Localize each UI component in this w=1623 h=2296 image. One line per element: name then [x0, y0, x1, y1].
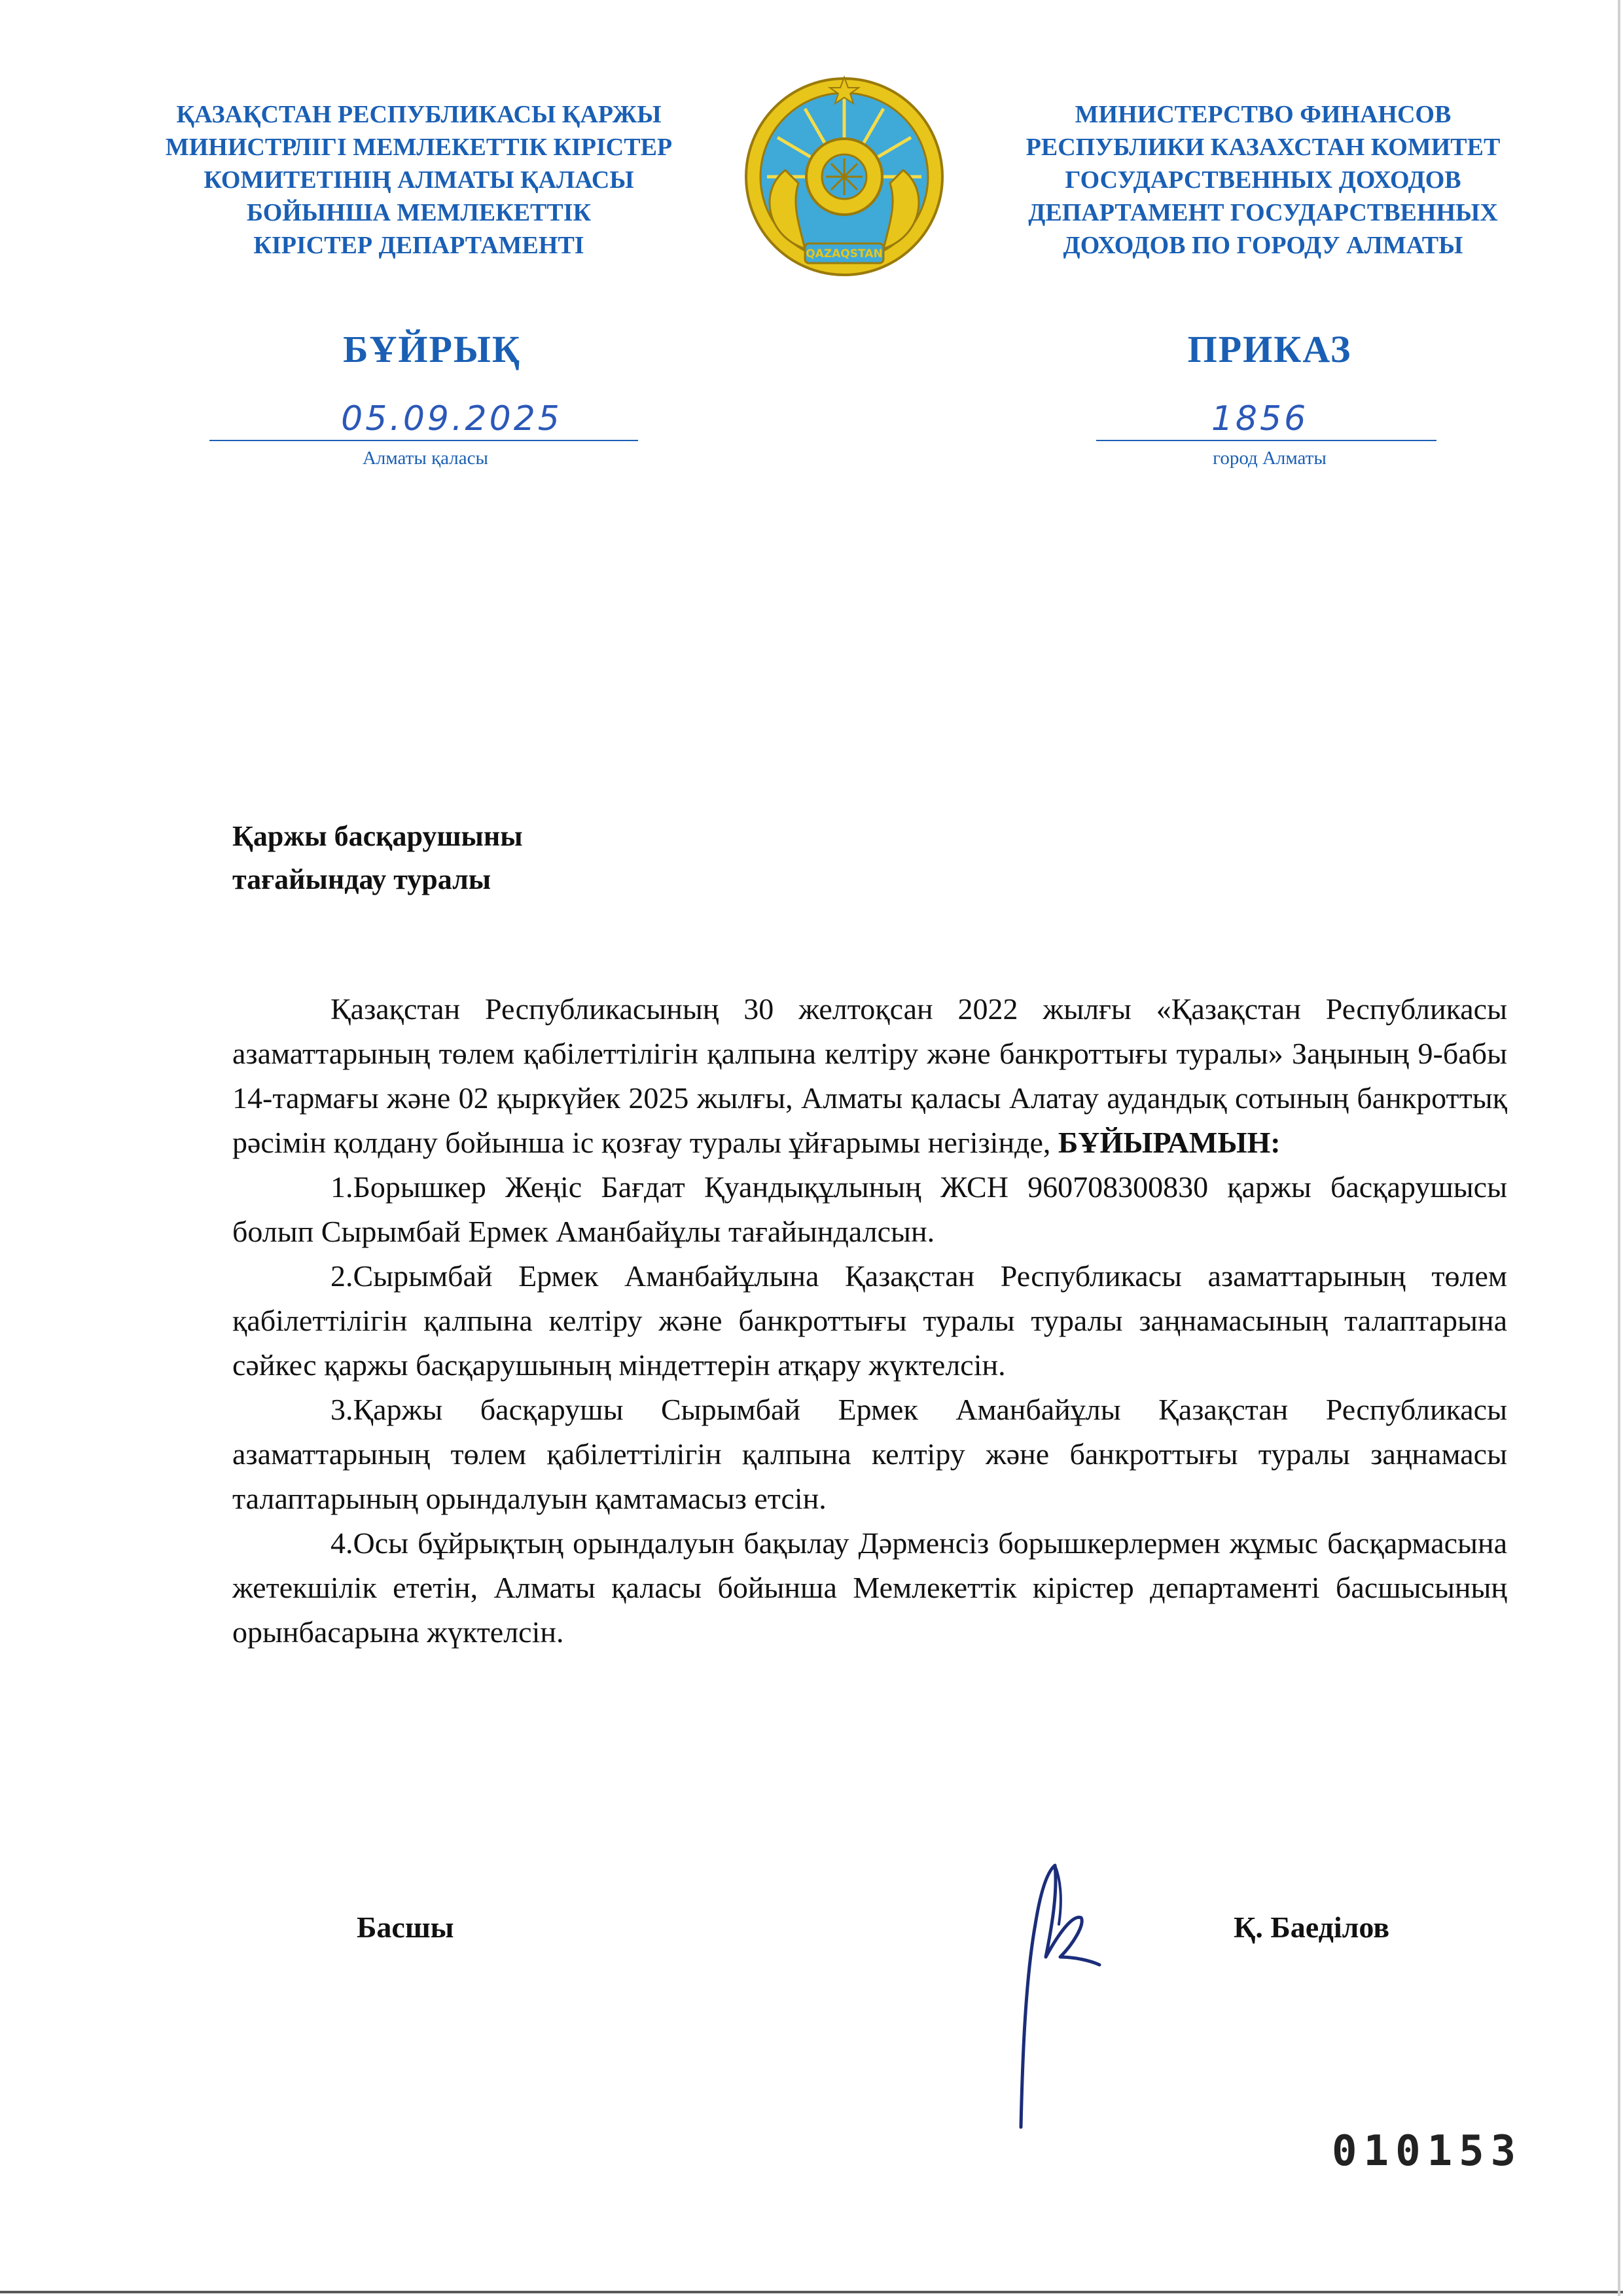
order-item: 4.Осы бұйрықтың орындалуын бақылау Дәрменсіз борышкерлермен жұмыс басқармасына жетекшілік ететін, Алматы қаласы бойынша Мемлекеттік кірістер департаменті басшысының орынбасарына жүктелсін. — [232, 1526, 1507, 1649]
header-left-kazakh — [137, 98, 700, 262]
date-underline — [209, 440, 638, 441]
handwritten-date: 05.09.2025 — [341, 399, 562, 439]
order-title-russian: ПРИКАЗ — [1187, 328, 1352, 370]
scan-edge-bottom — [0, 2291, 1623, 2293]
header-left-line: ҚАЗАҚСТАН РЕСПУБЛИКАСЫ ҚАРЖЫ — [176, 101, 662, 128]
emblem-ribbon-text: QAZAQSTAN — [806, 247, 883, 260]
header-right-line: ДЕПАРТАМЕНТ ГОСУДАРСТВЕННЫХ — [1028, 199, 1498, 226]
intro-text: Қазақстан Республикасының 30 желтоқсан 2022 жылғы «Қазақстан Республикасы азаматтарының төлем қабілеттілігін қалпына келтіру және банкроттығы туралы» Заңының 9-бабы 14-тармағы және 02 қыркүйек 2025 жылғы, Алматы қаласы Алатау аудандық сотының банкроттық рәсімін қолдану бойынша іс қозғау туралы ұйғарымы негізінде, — [232, 992, 1507, 1159]
header-right-line: ГОСУДАРСТВЕННЫХ ДОХОДОВ — [1065, 166, 1461, 194]
order-item: 1.Борышкер Жеңіс Бағдат Қуандықұлының ЖСН 960708300830 қаржы басқарушысы болып Сырымбай Ермек Аманбайұлы тағайындалсын. — [232, 1170, 1507, 1248]
document-body — [232, 987, 1507, 1655]
signatory-position: Басшы — [357, 1910, 454, 1944]
handwritten-order-number: 1856 — [1211, 399, 1309, 439]
header-left-line: МИНИСТРЛІГІ МЕМЛЕКЕТТІК КІРІСТЕР — [165, 134, 673, 161]
document-subject — [232, 815, 523, 901]
order-item: 2.Сырымбай Ермек Аманбайұлына Қазақстан Республикасы азаматтарының төлем қабілеттілігін қалпына келтіру және банкроттығы туралы туралы заңнамасының талаптарына сәйкес қаржы басқарушының міндеттерін атқару жүктелсін. — [232, 1259, 1507, 1382]
signatory-name: Қ. Баеділов — [1234, 1910, 1390, 1944]
city-label-russian: город Алматы — [1213, 448, 1327, 469]
header-right-line: ДОХОДОВ ПО ГОРОДУ АЛМАТЫ — [1063, 232, 1463, 259]
number-underline — [1096, 440, 1436, 441]
intro-paragraph — [232, 987, 1507, 1165]
order-directive: БҰЙЫРАМЫН: — [1058, 1126, 1281, 1159]
subject-line: Қаржы басқарушыны — [232, 820, 523, 852]
header-left-line: БОЙЫНША МЕМЛЕКЕТТІК — [246, 199, 592, 226]
scan-edge-right — [1618, 0, 1620, 2296]
header-right-line: РЕСПУБЛИКИ КАЗАХСТАН КОМИТЕТ — [1026, 134, 1501, 161]
header-right-line: МИНИСТЕРСТВО ФИНАНСОВ — [1075, 101, 1452, 128]
header-left-line: КІРІСТЕР ДЕПАРТАМЕНТІ — [253, 232, 584, 259]
handwritten-signature — [982, 1852, 1178, 2134]
subject-line: тағайындау туралы — [232, 863, 491, 895]
order-title-kazakh: БҰЙРЫҚ — [343, 328, 521, 370]
city-label-kazakh: Алматы қаласы — [362, 448, 488, 469]
header-left-line: КОМИТЕТІНІҢ АЛМАТЫ ҚАЛАСЫ — [204, 166, 634, 194]
document-serial-number: 010153 — [1332, 2127, 1523, 2176]
order-item: 3.Қаржы басқарушы Сырымбай Ермек Аманбайұлы Қазақстан Республикасы азаматтарының төлем қабілеттілігін қалпына келтіру және банкроттығы туралы заңнамасы талаптарының орындалуын қамтамасыз етсін. — [232, 1393, 1507, 1515]
header-right-russian — [982, 98, 1544, 262]
kazakhstan-emblem-icon — [740, 72, 949, 288]
